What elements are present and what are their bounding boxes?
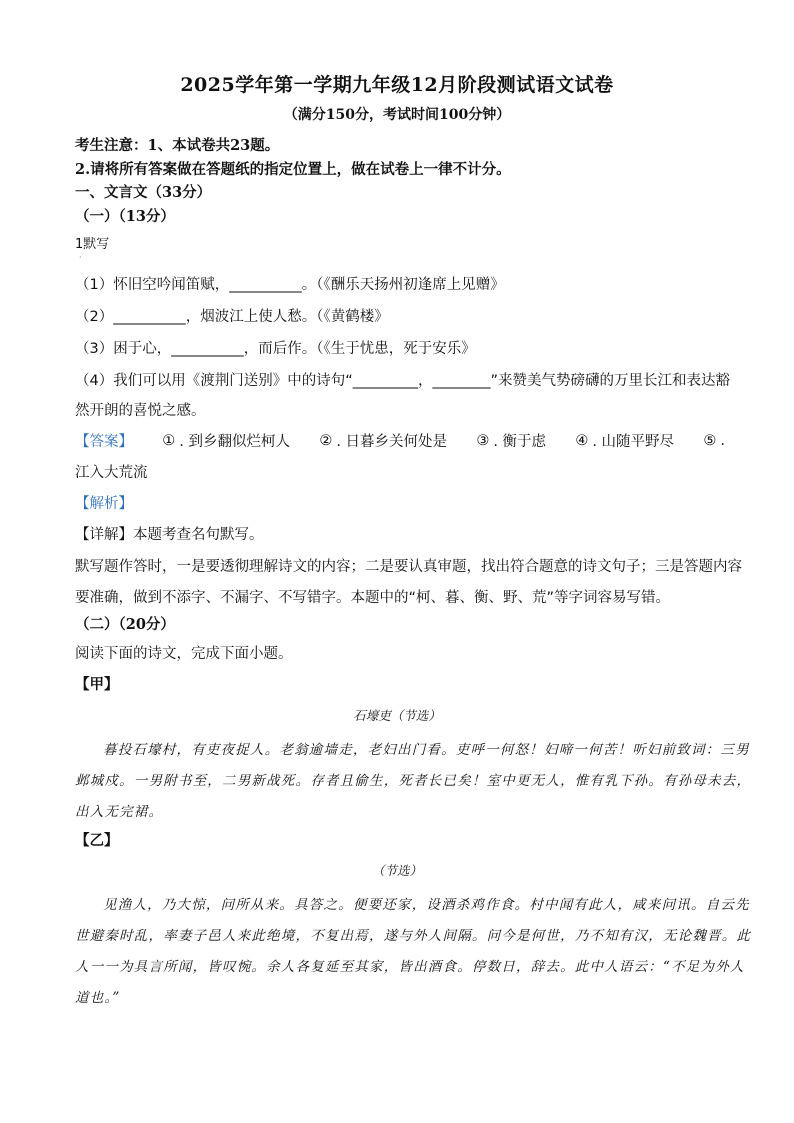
answer-item	[476, 430, 546, 451]
page-title: 2025学年第一学期九年级12月阶段测试语文试卷	[180, 74, 614, 96]
answer-text: . 山随平野尽	[592, 434, 675, 450]
jia-text-line-2: 邺城戍。一男附书至，二男新战死。存者且偷生，死者长已矣！室中更无人，惟有乳下孙。有孙母未去，	[75, 773, 752, 789]
answer-text: .	[720, 432, 725, 449]
page-subtitle: （满分150分，考试时间100分钟）	[283, 107, 511, 123]
notice-line-1: 考生注意：1、本试卷共23题。	[75, 137, 280, 154]
jia-label: 【甲】	[75, 676, 119, 693]
instruction-line: 阅读下面的诗文，完成下面小题。	[75, 646, 293, 662]
question1-dot: ·	[79, 253, 82, 262]
answer-row	[75, 430, 725, 451]
question1-label: 1默写	[75, 237, 110, 252]
question-item-2: （2）__________，烟波江上使人愁。（《黄鹤楼》	[75, 309, 389, 325]
answer-tag: 【答案】	[75, 434, 133, 450]
question-item-3: （3）困于心，__________，而后作。（《生于忧患，死于安乐》	[75, 341, 476, 357]
explain-line-1: 默写题作答时，一是要透彻理解诗文的内容；二是要认真审题，找出符合题意的诗文句子；三是答题内容	[75, 559, 742, 575]
notice-line-2: 2.请将所有答案做在答题纸的指定位置上，做在试卷上一律不计分。	[75, 161, 511, 178]
question-item-4: （4）我们可以用《渡荆门送别》中的诗句“_________，________”来赞美气势磅礴的万里长江和表达豁	[75, 373, 730, 389]
yi-text-line-1: 见渔人，乃大惊，问所从来。具答之。便要还家，设酒杀鸡作食。村中闻有此人，咸来问讯。自云先	[103, 897, 750, 913]
yi-title: （节选）	[371, 863, 422, 878]
answer-item	[703, 430, 725, 451]
part1-heading: （一）（13分）	[75, 208, 175, 225]
question-item-4-cont: 然开朗的喜悦之感。	[75, 403, 206, 419]
section-heading: 一、文言文（33分）	[75, 184, 212, 201]
answer-number: ②	[319, 432, 333, 449]
yi-text-line-4: 道也。”	[75, 990, 121, 1006]
yi-text-line-2: 世避秦时乱，率妻子邑人来此绝境，不复出焉，遂与外人间隔。问今是何世，乃不知有汉，无论魏晋。此	[75, 928, 752, 944]
answer-item	[162, 430, 290, 451]
detail-line: 【详解】本题考查名句默写。	[75, 527, 264, 543]
question-item-1: （1）怀旧空吟闻笛赋，__________。（《酬乐天扬州初逢席上见赠》	[75, 277, 505, 293]
answer-item	[575, 430, 674, 451]
answer-number: ⑤	[703, 432, 717, 449]
answer-continuation: 江入大荒流	[75, 465, 148, 481]
answer-number: ①	[162, 432, 176, 449]
yi-label: 【乙】	[75, 832, 119, 849]
answer-number: ④	[575, 432, 589, 449]
jia-text-line-1: 暮投石壕村，有吏夜捉人。老翁逾墙走，老妇出门看。吏呼一何怒！妇啼一何苦！听妇前致词：三男	[103, 742, 750, 758]
part2-heading: （二）（20分）	[75, 616, 175, 633]
explain-line-2: 要准确，做到不添字、不漏字、不写错字。本题中的“柯、暮、衡、野、荒”等字词容易写错。	[75, 590, 671, 606]
answer-text: . 到乡翻似烂柯人	[179, 434, 291, 450]
jia-title: 石壕吏（节选）	[353, 708, 441, 723]
answer-text: . 衡于虑	[493, 434, 547, 450]
yi-text-line-3: 人一一为具言所闻，皆叹惋。余人各复延至其家，皆出酒食。停数日，辞去。此中人语云：“不足为外人	[75, 959, 745, 975]
answer-item	[319, 430, 447, 451]
analysis-tag: 【解析】	[75, 496, 133, 512]
answer-number: ③	[476, 432, 490, 449]
jia-text-line-3: 出入无完裙。	[75, 804, 164, 820]
answer-text: . 日暮乡关何处是	[336, 434, 448, 450]
